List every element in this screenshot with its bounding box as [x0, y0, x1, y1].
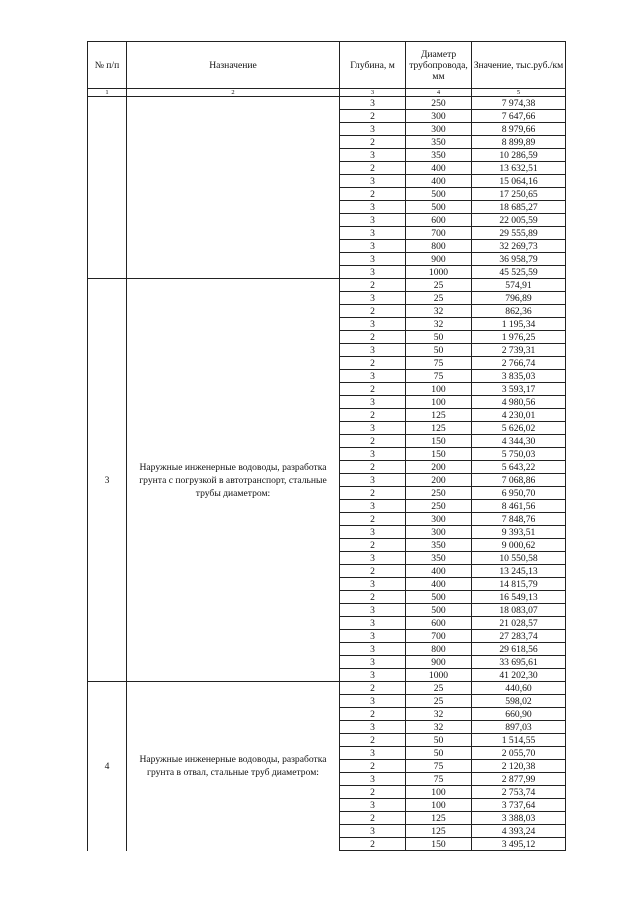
table-row [88, 279, 566, 292]
diameter-cell: 50 [406, 734, 472, 747]
depth-cell: 3 [340, 266, 406, 279]
column-number: 4 [406, 89, 472, 97]
depth-cell: 2 [340, 760, 406, 773]
diameter-cell: 32 [406, 708, 472, 721]
depth-cell: 3 [340, 656, 406, 669]
depth-cell: 3 [340, 175, 406, 188]
value-cell: 3 737,64 [472, 799, 566, 812]
diameter-cell: 300 [406, 123, 472, 136]
diameter-cell: 25 [406, 292, 472, 305]
diameter-cell: 800 [406, 643, 472, 656]
depth-cell: 2 [340, 461, 406, 474]
value-cell: 21 028,57 [472, 617, 566, 630]
depth-cell: 3 [340, 799, 406, 812]
value-cell: 5 750,03 [472, 448, 566, 461]
table-row [88, 682, 566, 695]
value-cell: 6 950,70 [472, 487, 566, 500]
value-cell: 29 555,89 [472, 227, 566, 240]
depth-cell: 2 [340, 188, 406, 201]
value-cell: 2 766,74 [472, 357, 566, 370]
row-group [88, 279, 566, 682]
depth-cell: 2 [340, 786, 406, 799]
diameter-cell: 250 [406, 97, 472, 110]
header-num: № п/п [88, 42, 127, 89]
value-cell: 897,03 [472, 721, 566, 734]
value-cell: 8 899,89 [472, 136, 566, 149]
value-cell: 15 064,16 [472, 175, 566, 188]
diameter-cell: 75 [406, 357, 472, 370]
diameter-cell: 350 [406, 136, 472, 149]
depth-cell: 3 [340, 721, 406, 734]
depth-cell: 2 [340, 591, 406, 604]
depth-cell: 3 [340, 474, 406, 487]
value-cell: 9 393,51 [472, 526, 566, 539]
diameter-cell: 200 [406, 474, 472, 487]
diameter-cell: 500 [406, 188, 472, 201]
value-cell: 3 388,03 [472, 812, 566, 825]
value-cell: 2 055,70 [472, 747, 566, 760]
value-cell: 660,90 [472, 708, 566, 721]
diameter-cell: 100 [406, 799, 472, 812]
depth-cell: 2 [340, 565, 406, 578]
value-cell: 1 976,25 [472, 331, 566, 344]
value-cell: 4 393,24 [472, 825, 566, 838]
diameter-cell: 300 [406, 526, 472, 539]
row-number [88, 97, 127, 279]
diameter-cell: 350 [406, 552, 472, 565]
diameter-cell: 32 [406, 305, 472, 318]
value-cell: 3 835,03 [472, 370, 566, 383]
value-cell: 1 195,34 [472, 318, 566, 331]
diameter-cell: 350 [406, 149, 472, 162]
tariff-table [87, 41, 566, 851]
header-value: Значение, тыс.руб./км [472, 42, 566, 89]
diameter-cell: 75 [406, 370, 472, 383]
diameter-cell: 1000 [406, 669, 472, 682]
column-number-row [88, 89, 566, 97]
header-depth: Глубина, м [340, 42, 406, 89]
depth-cell: 3 [340, 695, 406, 708]
depth-cell: 3 [340, 552, 406, 565]
value-cell: 18 685,27 [472, 201, 566, 214]
value-cell: 41 202,30 [472, 669, 566, 682]
value-cell: 8 461,56 [472, 500, 566, 513]
diameter-cell: 400 [406, 162, 472, 175]
depth-cell: 3 [340, 318, 406, 331]
value-cell: 5 626,02 [472, 422, 566, 435]
diameter-cell: 125 [406, 409, 472, 422]
depth-cell: 3 [340, 448, 406, 461]
value-cell: 2 739,31 [472, 344, 566, 357]
value-cell: 598,02 [472, 695, 566, 708]
diameter-cell: 100 [406, 396, 472, 409]
diameter-cell: 50 [406, 747, 472, 760]
value-cell: 8 979,66 [472, 123, 566, 136]
depth-cell: 2 [340, 435, 406, 448]
depth-cell: 2 [340, 409, 406, 422]
value-cell: 796,89 [472, 292, 566, 305]
diameter-cell: 25 [406, 695, 472, 708]
depth-cell: 3 [340, 370, 406, 383]
value-cell: 27 283,74 [472, 630, 566, 643]
row-group [88, 682, 566, 851]
depth-cell: 2 [340, 838, 406, 851]
depth-cell: 2 [340, 812, 406, 825]
value-cell: 7 848,76 [472, 513, 566, 526]
diameter-cell: 350 [406, 539, 472, 552]
depth-cell: 2 [340, 539, 406, 552]
value-cell: 29 618,56 [472, 643, 566, 656]
depth-cell: 3 [340, 669, 406, 682]
depth-cell: 3 [340, 149, 406, 162]
value-cell: 7 068,86 [472, 474, 566, 487]
depth-cell: 2 [340, 357, 406, 370]
diameter-cell: 125 [406, 825, 472, 838]
diameter-cell: 900 [406, 253, 472, 266]
value-cell: 7 647,66 [472, 110, 566, 123]
diameter-cell: 75 [406, 773, 472, 786]
value-cell: 1 514,55 [472, 734, 566, 747]
depth-cell: 3 [340, 747, 406, 760]
diameter-cell: 600 [406, 617, 472, 630]
value-cell: 33 695,61 [472, 656, 566, 669]
diameter-cell: 100 [406, 383, 472, 396]
value-cell: 2 753,74 [472, 786, 566, 799]
depth-cell: 2 [340, 487, 406, 500]
value-cell: 16 549,13 [472, 591, 566, 604]
column-number: 5 [472, 89, 566, 97]
depth-cell: 3 [340, 578, 406, 591]
value-cell: 32 269,73 [472, 240, 566, 253]
depth-cell: 3 [340, 201, 406, 214]
row-description: Наружные инженерные водоводы, разработка грунта с погрузкой в автотранспорт, стальные трубы диаметром: [127, 279, 340, 682]
diameter-cell: 300 [406, 513, 472, 526]
value-cell: 440,60 [472, 682, 566, 695]
row-group [88, 97, 566, 279]
depth-cell: 2 [340, 305, 406, 318]
depth-cell: 3 [340, 604, 406, 617]
diameter-cell: 100 [406, 786, 472, 799]
depth-cell: 3 [340, 500, 406, 513]
depth-cell: 2 [340, 136, 406, 149]
diameter-cell: 125 [406, 812, 472, 825]
depth-cell: 3 [340, 422, 406, 435]
depth-cell: 3 [340, 344, 406, 357]
depth-cell: 3 [340, 630, 406, 643]
diameter-cell: 25 [406, 279, 472, 292]
diameter-cell: 600 [406, 214, 472, 227]
depth-cell: 2 [340, 682, 406, 695]
value-cell: 574,91 [472, 279, 566, 292]
row-description [127, 97, 340, 279]
table-row [88, 97, 566, 110]
value-cell: 10 550,58 [472, 552, 566, 565]
header-name: Назначение [127, 42, 340, 89]
row-description: Наружные инженерные водоводы, разработка грунта в отвал, стальные труб диаметром: [127, 682, 340, 851]
depth-cell: 2 [340, 110, 406, 123]
depth-cell: 3 [340, 396, 406, 409]
depth-cell: 3 [340, 643, 406, 656]
depth-cell: 3 [340, 526, 406, 539]
value-cell: 36 958,79 [472, 253, 566, 266]
value-cell: 3 593,17 [472, 383, 566, 396]
diameter-cell: 500 [406, 604, 472, 617]
depth-cell: 3 [340, 123, 406, 136]
diameter-cell: 500 [406, 591, 472, 604]
depth-cell: 3 [340, 253, 406, 266]
diameter-cell: 150 [406, 435, 472, 448]
diameter-cell: 700 [406, 227, 472, 240]
depth-cell: 2 [340, 734, 406, 747]
header-row [88, 42, 566, 89]
value-cell: 7 974,38 [472, 97, 566, 110]
value-cell: 4 230,01 [472, 409, 566, 422]
diameter-cell: 300 [406, 110, 472, 123]
value-cell: 13 632,51 [472, 162, 566, 175]
row-number: 4 [88, 682, 127, 851]
depth-cell: 2 [340, 383, 406, 396]
depth-cell: 3 [340, 214, 406, 227]
diameter-cell: 400 [406, 578, 472, 591]
value-cell: 4 980,56 [472, 396, 566, 409]
row-number: 3 [88, 279, 127, 682]
depth-cell: 3 [340, 240, 406, 253]
value-cell: 862,36 [472, 305, 566, 318]
diameter-cell: 700 [406, 630, 472, 643]
value-cell: 10 286,59 [472, 149, 566, 162]
depth-cell: 2 [340, 331, 406, 344]
diameter-cell: 32 [406, 318, 472, 331]
depth-cell: 2 [340, 279, 406, 292]
depth-cell: 3 [340, 617, 406, 630]
value-cell: 22 005,59 [472, 214, 566, 227]
depth-cell: 2 [340, 162, 406, 175]
diameter-cell: 800 [406, 240, 472, 253]
value-cell: 3 495,12 [472, 838, 566, 851]
header-diameter: Диаметр трубопровода, мм [406, 42, 472, 89]
column-number: 3 [340, 89, 406, 97]
value-cell: 4 344,30 [472, 435, 566, 448]
depth-cell: 3 [340, 227, 406, 240]
value-cell: 18 083,07 [472, 604, 566, 617]
value-cell: 5 643,22 [472, 461, 566, 474]
diameter-cell: 32 [406, 721, 472, 734]
diameter-cell: 250 [406, 487, 472, 500]
column-number: 1 [88, 89, 127, 97]
diameter-cell: 125 [406, 422, 472, 435]
diameter-cell: 1000 [406, 266, 472, 279]
value-cell: 9 000,62 [472, 539, 566, 552]
diameter-cell: 25 [406, 682, 472, 695]
depth-cell: 2 [340, 513, 406, 526]
value-cell: 17 250,65 [472, 188, 566, 201]
value-cell: 13 245,13 [472, 565, 566, 578]
diameter-cell: 50 [406, 344, 472, 357]
diameter-cell: 200 [406, 461, 472, 474]
diameter-cell: 400 [406, 565, 472, 578]
depth-cell: 3 [340, 292, 406, 305]
depth-cell: 3 [340, 825, 406, 838]
diameter-cell: 900 [406, 656, 472, 669]
column-number: 2 [127, 89, 340, 97]
diameter-cell: 50 [406, 331, 472, 344]
diameter-cell: 400 [406, 175, 472, 188]
diameter-cell: 250 [406, 500, 472, 513]
diameter-cell: 500 [406, 201, 472, 214]
diameter-cell: 75 [406, 760, 472, 773]
value-cell: 14 815,79 [472, 578, 566, 591]
depth-cell: 3 [340, 97, 406, 110]
value-cell: 2 877,99 [472, 773, 566, 786]
depth-cell: 2 [340, 708, 406, 721]
value-cell: 2 120,38 [472, 760, 566, 773]
diameter-cell: 150 [406, 838, 472, 851]
value-cell: 45 525,59 [472, 266, 566, 279]
diameter-cell: 150 [406, 448, 472, 461]
depth-cell: 3 [340, 773, 406, 786]
